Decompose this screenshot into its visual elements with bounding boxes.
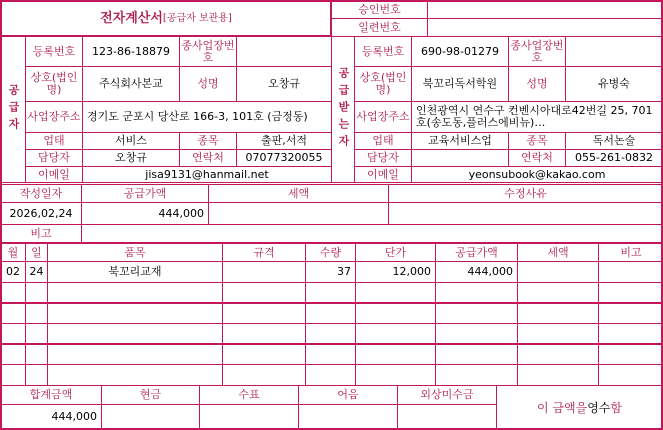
table-cell-day xyxy=(25,302,48,324)
tax-label: 세액 xyxy=(208,184,389,203)
supply-label: 공급가액 xyxy=(81,184,209,203)
supplier-branch-label: 종사업장번호 xyxy=(179,36,237,67)
items-header-product: 품목 xyxy=(47,243,223,262)
credit-value xyxy=(397,404,497,430)
supplier-email-label: 이메일 xyxy=(25,166,83,183)
receiver-addr-label: 사업장주소 xyxy=(354,101,412,133)
items-header-supply-amount: 공급가액 xyxy=(435,243,518,262)
table-cell-supply-amount xyxy=(435,323,518,345)
table-cell-month xyxy=(0,343,26,365)
table-cell-month xyxy=(0,323,26,345)
receiver-manager-label: 담당자 xyxy=(354,149,412,167)
table-cell-unit-price xyxy=(355,302,436,324)
supplier-email: jisa9131@hanmail.net xyxy=(82,166,332,183)
table-cell-spec xyxy=(222,323,306,345)
receiver-reg-no: 690-98-01279 xyxy=(411,36,509,67)
items-header-unit-price: 단가 xyxy=(355,243,436,262)
table-cell-unit-price: 12,000 xyxy=(355,261,436,283)
supplier-name-label: 상호(법인명) xyxy=(25,66,83,102)
receiver-biz: 교육서비스업 xyxy=(411,132,509,150)
receiver-addr: 인천광역시 연수구 컨벤시아대로42번길 25, 701호(송도동,플러스에비뉴)… xyxy=(411,101,663,133)
table-cell-day xyxy=(25,323,48,345)
table-cell-product: 북꼬리교재 xyxy=(47,261,223,283)
date-label: 작성일자 xyxy=(0,184,82,203)
supply-value: 444,000 xyxy=(81,202,209,225)
receiver-branch-no xyxy=(565,36,663,67)
table-cell-qty xyxy=(305,364,356,386)
table-cell-supply-amount: 444,000 xyxy=(435,261,518,283)
check-value xyxy=(199,404,299,430)
table-cell-supply-amount xyxy=(435,282,518,304)
table-cell-tax xyxy=(517,323,599,345)
date-value: 2026,02,24 xyxy=(0,202,82,225)
title-sub: [공급자 보관용] xyxy=(162,12,232,24)
table-cell-month xyxy=(0,364,26,386)
bill-value xyxy=(298,404,398,430)
supplier-reg-no: 123-86-18879 xyxy=(82,36,180,67)
approval-label: 승인번호 xyxy=(331,0,428,19)
table-cell-spec xyxy=(222,261,306,283)
items-header-month: 월 xyxy=(0,243,26,262)
supplier-addr: 경기도 군포시 당산로 166-3, 101호 (금정동) xyxy=(82,101,332,133)
table-cell-tax xyxy=(517,343,599,365)
approval-value xyxy=(427,0,663,19)
table-cell-remark xyxy=(598,261,663,283)
table-cell-spec xyxy=(222,343,306,365)
title-main: 전자계산서 xyxy=(100,10,163,26)
supplier-side-label: 공급자 xyxy=(0,36,26,183)
supplier-reg-label: 등록번호 xyxy=(25,36,83,67)
receiver-manager xyxy=(411,149,509,167)
table-cell-qty xyxy=(305,343,356,365)
receipt-text-2: 영수 xyxy=(587,400,611,415)
table-cell-day: 24 xyxy=(25,261,48,283)
receiver-item: 독서논술 xyxy=(565,132,663,150)
serial-label: 일련번호 xyxy=(331,18,428,37)
table-cell-remark xyxy=(598,323,663,345)
receiver-ceo-label: 성명 xyxy=(508,66,566,102)
receiver-name: 북꼬리독서학원 xyxy=(411,66,509,102)
receipt-text-3: 함 xyxy=(610,400,622,415)
cash-value xyxy=(101,404,200,430)
table-cell-product xyxy=(47,364,223,386)
total-label: 합계금액 xyxy=(0,385,102,405)
table-cell-month: 02 xyxy=(0,261,26,283)
table-cell-unit-price xyxy=(355,343,436,365)
check-label: 수표 xyxy=(199,385,299,405)
note-value xyxy=(81,224,663,243)
table-cell-tax xyxy=(517,261,599,283)
supplier-biz: 서비스 xyxy=(82,132,180,150)
supplier-ceo-label: 성명 xyxy=(179,66,237,102)
receiver-email: yeonsubook@kakao.com xyxy=(411,166,663,183)
tax-value xyxy=(208,202,389,225)
receiver-ceo: 유병숙 xyxy=(565,66,663,102)
supplier-manager: 오창규 xyxy=(82,149,180,167)
table-cell-remark xyxy=(598,343,663,365)
table-cell-qty xyxy=(305,323,356,345)
receiver-biz-label: 업태 xyxy=(354,132,412,150)
table-cell-product xyxy=(47,343,223,365)
table-cell-day xyxy=(25,343,48,365)
table-cell-remark xyxy=(598,282,663,304)
supplier-ceo: 오창규 xyxy=(236,66,332,102)
supplier-phone-label: 연락처 xyxy=(179,149,237,167)
table-cell-qty xyxy=(305,302,356,324)
table-cell-remark xyxy=(598,302,663,324)
receiver-name-label: 상호(법인명) xyxy=(354,66,412,102)
table-cell-product xyxy=(47,302,223,324)
receiver-item-label: 종목 xyxy=(508,132,566,150)
table-cell-tax xyxy=(517,282,599,304)
table-cell-month xyxy=(0,282,26,304)
table-cell-month xyxy=(0,302,26,324)
total-value: 444,000 xyxy=(0,404,102,430)
table-cell-day xyxy=(25,364,48,386)
receiver-phone: 055-261-0832 xyxy=(565,149,663,167)
serial-value xyxy=(427,18,663,37)
table-cell-tax xyxy=(517,302,599,324)
table-cell-supply-amount xyxy=(435,343,518,365)
supplier-biz-label: 업태 xyxy=(25,132,83,150)
note-label: 비고 xyxy=(0,224,82,243)
table-cell-day xyxy=(25,282,48,304)
receiver-reg-label: 등록번호 xyxy=(354,36,412,67)
supplier-branch-no xyxy=(236,36,332,67)
items-header-qty: 수량 xyxy=(305,243,356,262)
receipt-text-1: 이 금액을 xyxy=(537,400,588,415)
table-cell-qty: 37 xyxy=(305,261,356,283)
table-cell-remark xyxy=(598,364,663,386)
supplier-addr-label: 사업장주소 xyxy=(25,101,83,133)
table-cell-product xyxy=(47,323,223,345)
table-cell-supply-amount xyxy=(435,302,518,324)
table-cell-unit-price xyxy=(355,282,436,304)
supplier-phone: 07077320055 xyxy=(236,149,332,167)
table-cell-tax xyxy=(517,364,599,386)
supplier-item-label: 종목 xyxy=(179,132,237,150)
items-header-day: 일 xyxy=(25,243,48,262)
items-header-remark: 비고 xyxy=(598,243,663,262)
supplier-item: 출판,서적 xyxy=(236,132,332,150)
table-cell-qty xyxy=(305,282,356,304)
table-cell-spec xyxy=(222,302,306,324)
supplier-name: 주식회사본교 xyxy=(82,66,180,102)
receiver-email-label: 이메일 xyxy=(354,166,412,183)
invoice-title xyxy=(0,0,332,37)
bill-label: 어음 xyxy=(298,385,398,405)
receiver-branch-label: 종사업장번호 xyxy=(508,36,566,67)
reason-label: 수정사유 xyxy=(388,184,663,203)
reason-value xyxy=(388,202,663,225)
items-header-tax: 세액 xyxy=(517,243,599,262)
table-cell-spec xyxy=(222,364,306,386)
supplier-manager-label: 담당자 xyxy=(25,149,83,167)
receiver-side-label: 공급받는자 xyxy=(331,36,355,183)
table-cell-product xyxy=(47,282,223,304)
table-cell-unit-price xyxy=(355,323,436,345)
credit-label: 외상미수금 xyxy=(397,385,497,405)
receipt-statement xyxy=(496,385,663,430)
table-cell-supply-amount xyxy=(435,364,518,386)
items-header-spec: 규격 xyxy=(222,243,306,262)
receiver-phone-label: 연락처 xyxy=(508,149,566,167)
cash-label: 현금 xyxy=(101,385,200,405)
table-cell-spec xyxy=(222,282,306,304)
table-cell-unit-price xyxy=(355,364,436,386)
